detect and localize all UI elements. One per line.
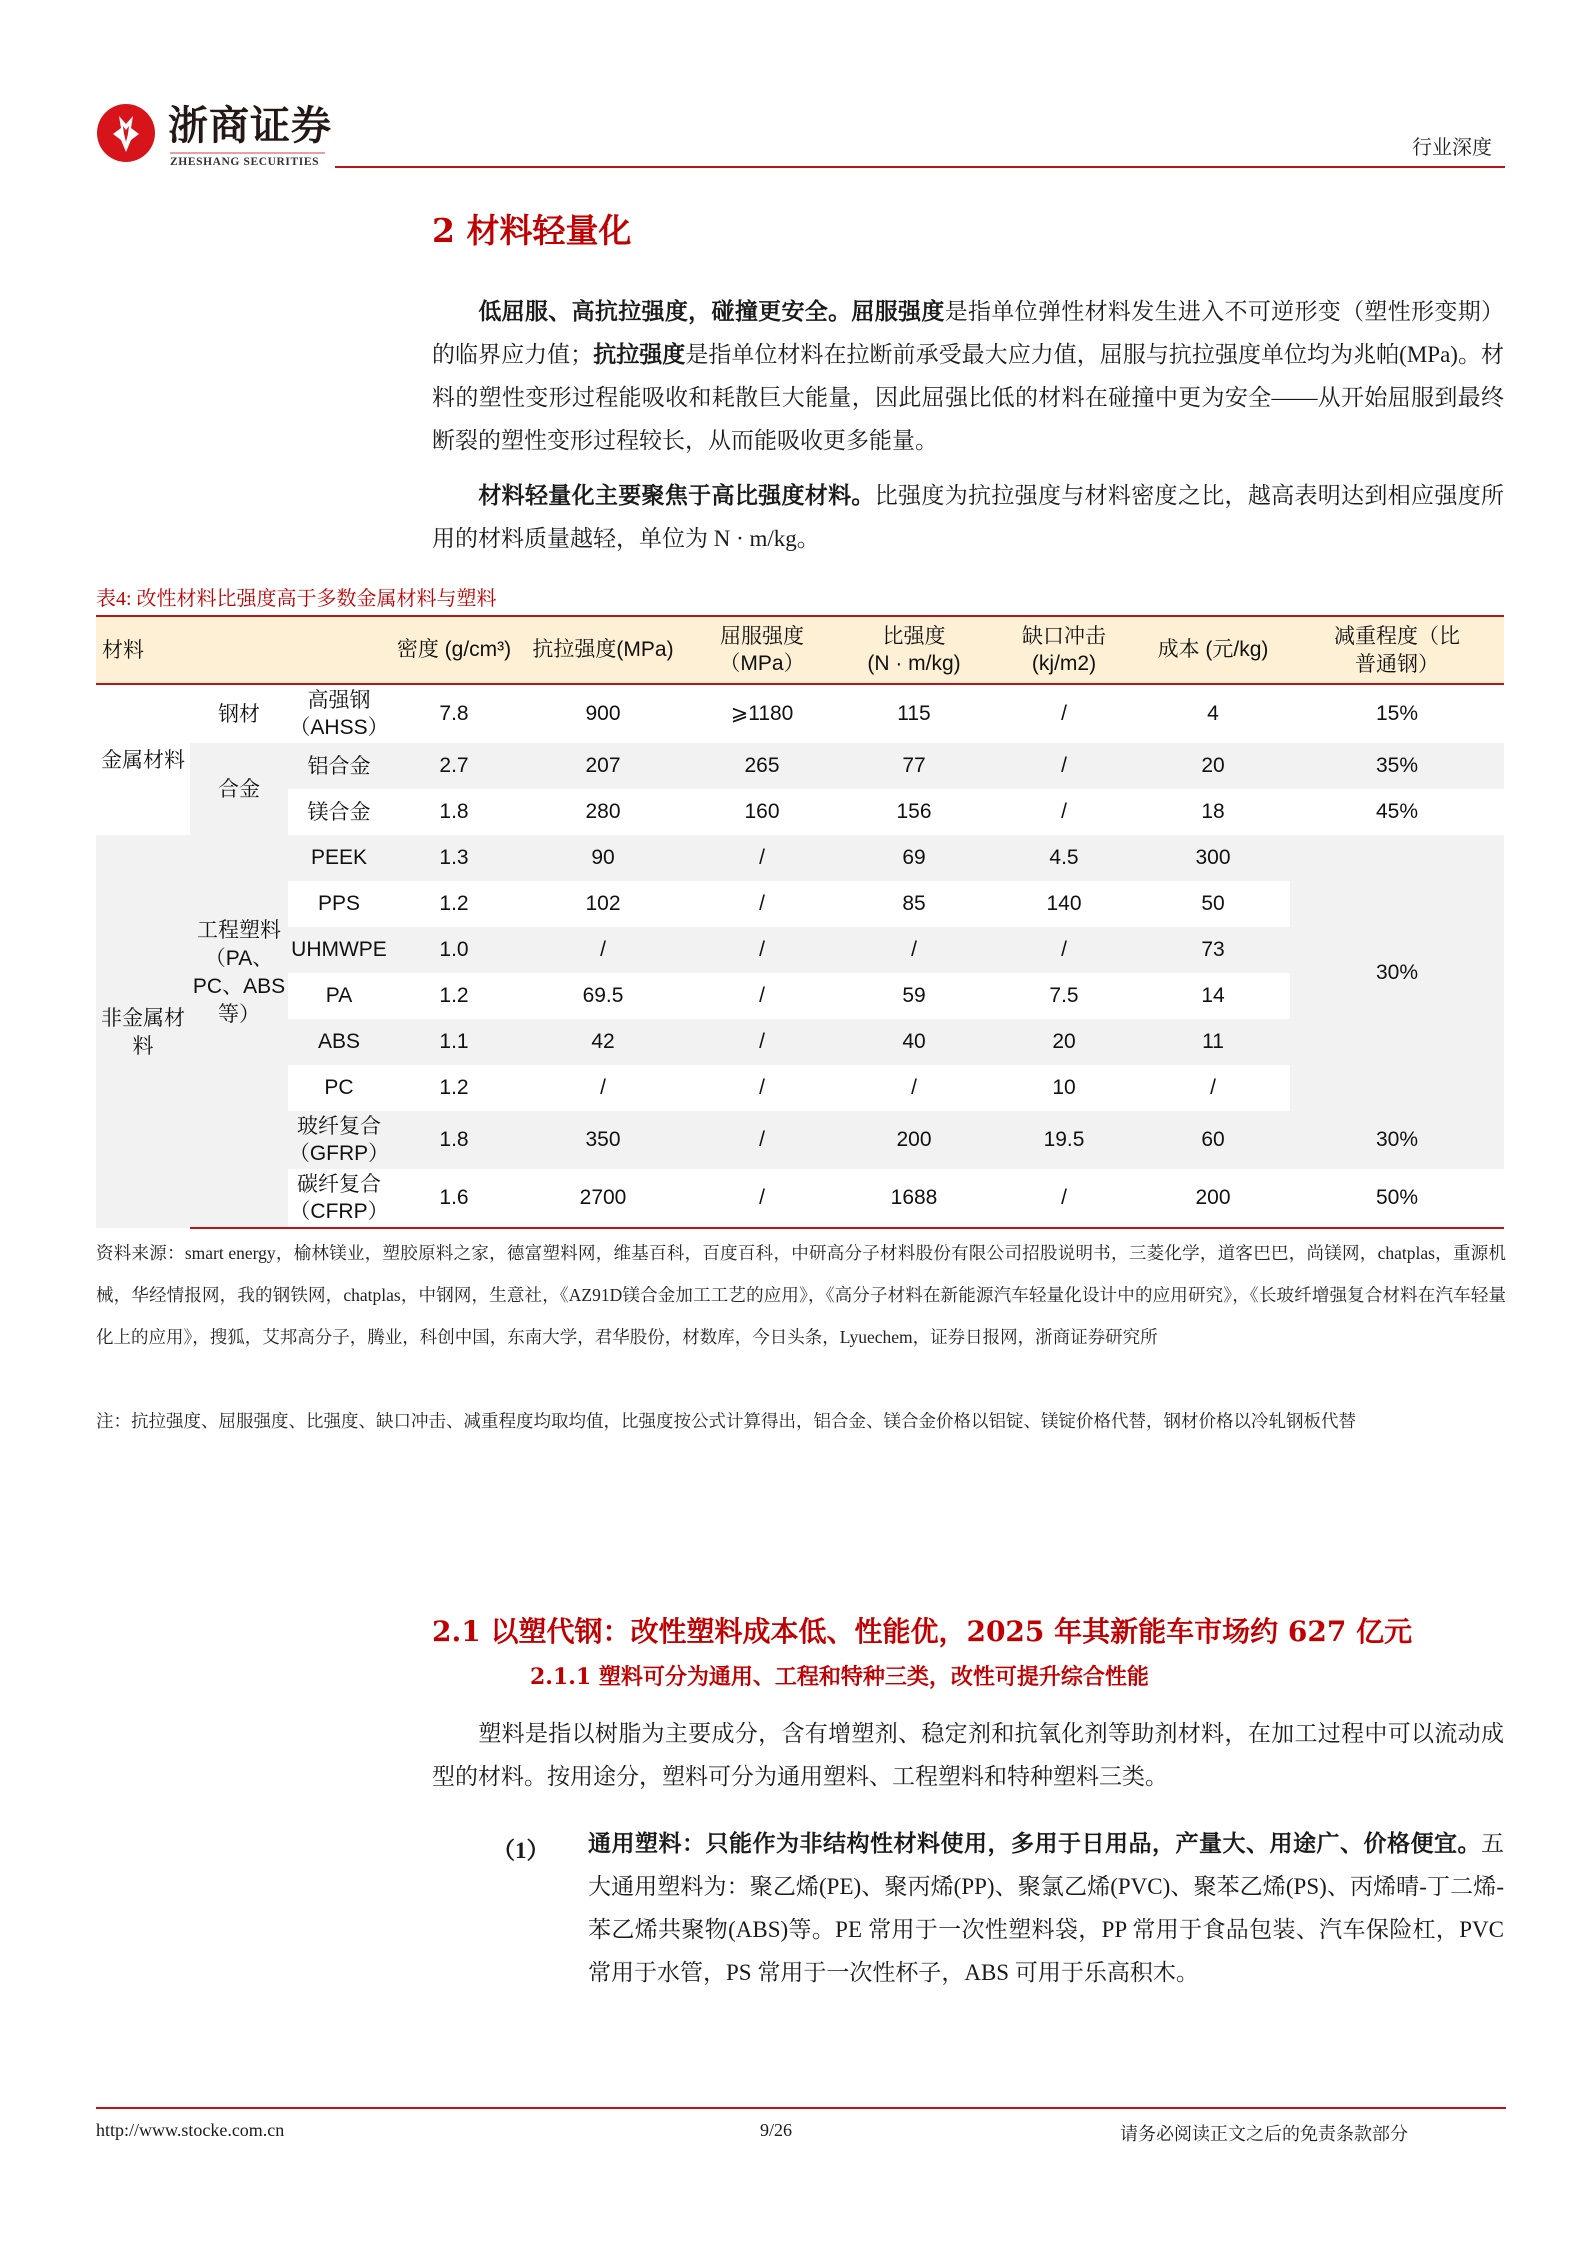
cell-yield: / [688,1019,836,1065]
cell-cost: 20 [1136,743,1290,789]
cell-cost: 300 [1136,835,1290,881]
material-name: 镁合金 [288,789,390,835]
header-density: 密度 (g/cm³) [390,616,518,684]
table-note: 注：抗拉强度、屈服强度、比强度、缺口冲击、减重程度均取均值，比强度按公式计算得出，铝合金、镁合金价格以铝锭、镁锭价格代替，钢材价格以冷轧钢板代替 [96,1411,1356,1431]
footer-url-link[interactable]: http://www.stocke.com.cn [96,2120,285,2140]
subsection-title: 2.1 以塑代钢：改性塑料成本低、性能优，2025 年其新能车市场约 627 亿元 [432,1615,1413,1648]
cell-specific: 40 [836,1019,992,1065]
cell-impact: 4.5 [992,835,1136,881]
header-impact-l1: 缺口冲击 [1022,624,1106,648]
material-name: 铝合金 [288,743,390,789]
cell-density: 1.8 [390,1111,518,1169]
material-name: PA [288,973,390,1019]
cell-impact: 140 [992,881,1136,927]
header-cost: 成本 (元/kg) [1136,616,1290,684]
text: 是指单位材料在拉断前承受最大应力值，屈服与抗拉强度单位均为兆帕(MPa)。材料的塑性变形过程能吸收和耗散巨大能量，因此屈强比低的材料在碰撞中更为安全——从开始屈服到最终断裂的塑性变形过程较长，从而能吸收更多能量。 [432,342,1504,453]
cell-tensile: 280 [518,789,688,835]
cell-specific: 115 [836,684,992,743]
list-item-lead: 通用塑料：只能作为非结构性材料使用，多用于日用品，产量大、用途广、价格便宜。 [588,1831,1481,1856]
company-logo-icon [97,104,155,162]
footer-disclaimer: 请务必阅读正文之后的免责条款部分 [1120,2124,1408,2144]
name-l1: 高强钢 [307,688,371,712]
lead-bold: 低屈服、高抗拉强度，碰撞更安全。 [478,299,852,324]
cell-yield: / [688,835,836,881]
list-item-text: 五大通用塑料为：聚乙烯(PE)、聚丙烯(PP)、聚氯乙烯(PVC)、聚苯乙烯(PS)、丙烯晴-丁二烯-苯乙烯共聚物(ABS)等。PE 常用于一次性塑料袋，PP 常用于食品包装、汽车保险杠，PVC 常用于水管，PS 常用于一次性杯子，ABS 可用于乐高积木。 [588,1831,1504,1985]
cell-cost: 14 [1136,973,1290,1019]
section-title: 2 材料轻量化 [432,211,632,250]
cell-cost: 60 [1136,1111,1290,1169]
cell-density: 7.8 [390,684,518,743]
cell-weight-merged: 30% [1290,835,1504,1111]
page-number: 9/26 [760,2120,793,2140]
cell-tensile: 42 [518,1019,688,1065]
cell-impact: 10 [992,1065,1136,1111]
subgroup-empty [190,1169,288,1228]
cell-specific: 85 [836,881,992,927]
cell-impact: 7.5 [992,973,1136,1019]
name-l1: 玻纤复合 [297,1114,381,1138]
cell-density: 1.8 [390,789,518,835]
header-yield-l1: 屈服强度 [720,624,804,648]
subsubsection-title: 2.1.1 塑料可分为通用、工程和特种三类，改性可提升综合性能 [530,1664,1149,1690]
table-row [96,743,1504,789]
cell-density: 1.2 [390,1065,518,1111]
cell-cost: 18 [1136,789,1290,835]
cell-yield: ⩾1180 [688,684,836,743]
name-l2: （AHSS） [289,716,389,739]
cell-yield: / [688,1065,836,1111]
cell-cost: 73 [1136,927,1290,973]
term-yield: 屈服强度 [851,299,945,324]
cell-tensile: / [518,1065,688,1111]
cell-specific: 200 [836,1111,992,1169]
paragraph-yield-strength [432,290,1504,462]
text: 比强度为抗拉强度与材料密度之比，越高表明达到相应强度所用的材料质量越轻，单位为 N · m/kg。 [432,483,1505,551]
material-name: ABS [288,1019,390,1065]
cell-impact: 20 [992,1019,1136,1065]
header-material: 材料 [96,616,390,684]
table-header-row [96,616,1504,684]
company-name-cn: 浙商证券 [168,103,332,149]
name-l1: 碳纤复合 [297,1172,381,1196]
list-item-number: （1） [492,1838,550,1863]
header-rule [335,166,1505,168]
group-nonmetal: 非金属材料 [96,835,190,1228]
material-name [288,1169,390,1228]
cell-tensile: 90 [518,835,688,881]
cell-specific: / [836,927,992,973]
cell-density: 1.2 [390,973,518,1019]
table-row [96,789,1504,835]
material-name: UHMWPE [288,927,390,973]
cell-density: 1.3 [390,835,518,881]
header-specific-l2: (N · m/kg) [867,652,961,675]
cell-yield: 160 [688,789,836,835]
subgroup-empty [190,1111,288,1169]
cell-density: 1.1 [390,1019,518,1065]
cell-density: 1.6 [390,1169,518,1228]
cell-specific: 1688 [836,1169,992,1228]
header-impact-l2: (kj/m2) [1031,652,1097,675]
header-weight-l1: 减重程度（比 [1334,624,1460,648]
cell-specific: 156 [836,789,992,835]
name-l2: （CFRP） [289,1200,389,1223]
company-name-en: ZHESHANG SECURITIES [170,156,320,168]
text: 是指单位弹性材料发生进入不可逆形变（塑性形变期）的临界应力值； [432,299,1505,367]
cell-yield: / [688,927,836,973]
cell-impact: / [992,684,1136,743]
cell-density: 2.7 [390,743,518,789]
cell-impact: / [992,1169,1136,1228]
cell-yield: / [688,1169,836,1228]
cell-cost: 200 [1136,1169,1290,1228]
term-tensile: 抗拉强度 [593,342,686,367]
cell-tensile: / [518,927,688,973]
cell-impact: / [992,743,1136,789]
table-row [96,1169,1504,1228]
paragraph-lightweight [432,474,1504,560]
cell-specific: 59 [836,973,992,1019]
material-name: PPS [288,881,390,927]
report-type-label: 行业深度 [1412,137,1492,159]
cell-weight: 30% [1290,1111,1504,1169]
cell-tensile: 900 [518,684,688,743]
header-yield-l2: （MPa） [719,652,805,675]
cell-specific: 77 [836,743,992,789]
materials-table [96,615,1504,1229]
lead-bold: 材料轻量化主要聚焦于高比强度材料。 [478,483,875,508]
cell-tensile: 2700 [518,1169,688,1228]
header-impact [992,616,1136,684]
cell-density: 1.0 [390,927,518,973]
material-name: PEEK [288,835,390,881]
table-row [96,835,1504,881]
cell-cost: 11 [1136,1019,1290,1065]
cell-density: 1.2 [390,881,518,927]
header-weight [1290,616,1504,684]
table-row [96,684,1504,743]
cell-impact: / [992,789,1136,835]
footer-rule [96,2107,1506,2109]
cell-cost: 4 [1136,684,1290,743]
text: 塑料是指以树脂为主要成分，含有增塑剂、稳定剂和抗氧化剂等助剂材料，在加工过程中可以流动成型的材料。按用途分，塑料可分为通用塑料、工程塑料和特种塑料三类。 [432,1721,1504,1789]
header-specific-l1: 比强度 [882,624,946,648]
header-tensile: 抗拉强度(MPa) [518,616,688,684]
paragraph-plastics-intro [432,1712,1504,1798]
logo-divider [170,152,325,154]
cell-tensile: 207 [518,743,688,789]
cell-weight: 15% [1290,684,1504,743]
cell-tensile: 350 [518,1111,688,1169]
material-name [288,1111,390,1169]
cell-yield: 265 [688,743,836,789]
material-name: PC [288,1065,390,1111]
cell-impact: / [992,927,1136,973]
table-caption: 表4: 改性材料比强度高于多数金属材料与塑料 [96,588,497,610]
name-l2: （GFRP） [288,1142,390,1165]
table-source: 资料来源：smart energy，榆林镁业，塑胶原料之家，德富塑料网，维基百科，百度百科，中研高分子材料股份有限公司招股说明书，三菱化学，道客巴巴，尚镁网，chatplas，重源机械，华经情报网，我的钢铁网，chatplas，中钢网，生意社，《AZ91D镁合金加工工艺的应用》，《高分子材料在新能源汽车轻量化设计中的应用研究》，《长玻纤增强复合材料在汽车轻量化上的应用》，搜狐，艾邦高分子，腾业，科创中国，东南大学，君华股份，材数库，今日头条，Lyuechem，证券日报网，浙商证券研究所 [96,1243,1506,1347]
subgroup-alloy: 合金 [190,743,288,835]
cell-cost: / [1136,1065,1290,1111]
cell-yield: / [688,881,836,927]
cell-weight: 50% [1290,1169,1504,1228]
cell-yield: / [688,1111,836,1169]
cell-impact: 19.5 [992,1111,1136,1169]
subgroup-steel: 钢材 [190,684,288,743]
cell-weight: 35% [1290,743,1504,789]
cell-specific: 69 [836,835,992,881]
header-weight-l2: 普通钢） [1355,652,1439,676]
subgroup-eng-plastic: 工程塑料（PA、PC、ABS等） [190,835,288,1111]
cell-cost: 50 [1136,881,1290,927]
header-specific [836,616,992,684]
cell-yield: / [688,973,836,1019]
group-metal: 金属材料 [96,684,190,835]
table-row [96,1111,1504,1169]
header-yield [688,616,836,684]
cell-weight: 45% [1290,789,1504,835]
list-item-general-plastics [588,1822,1504,1994]
cell-tensile: 102 [518,881,688,927]
material-name [288,684,390,743]
cell-specific: / [836,1065,992,1111]
cell-tensile: 69.5 [518,973,688,1019]
